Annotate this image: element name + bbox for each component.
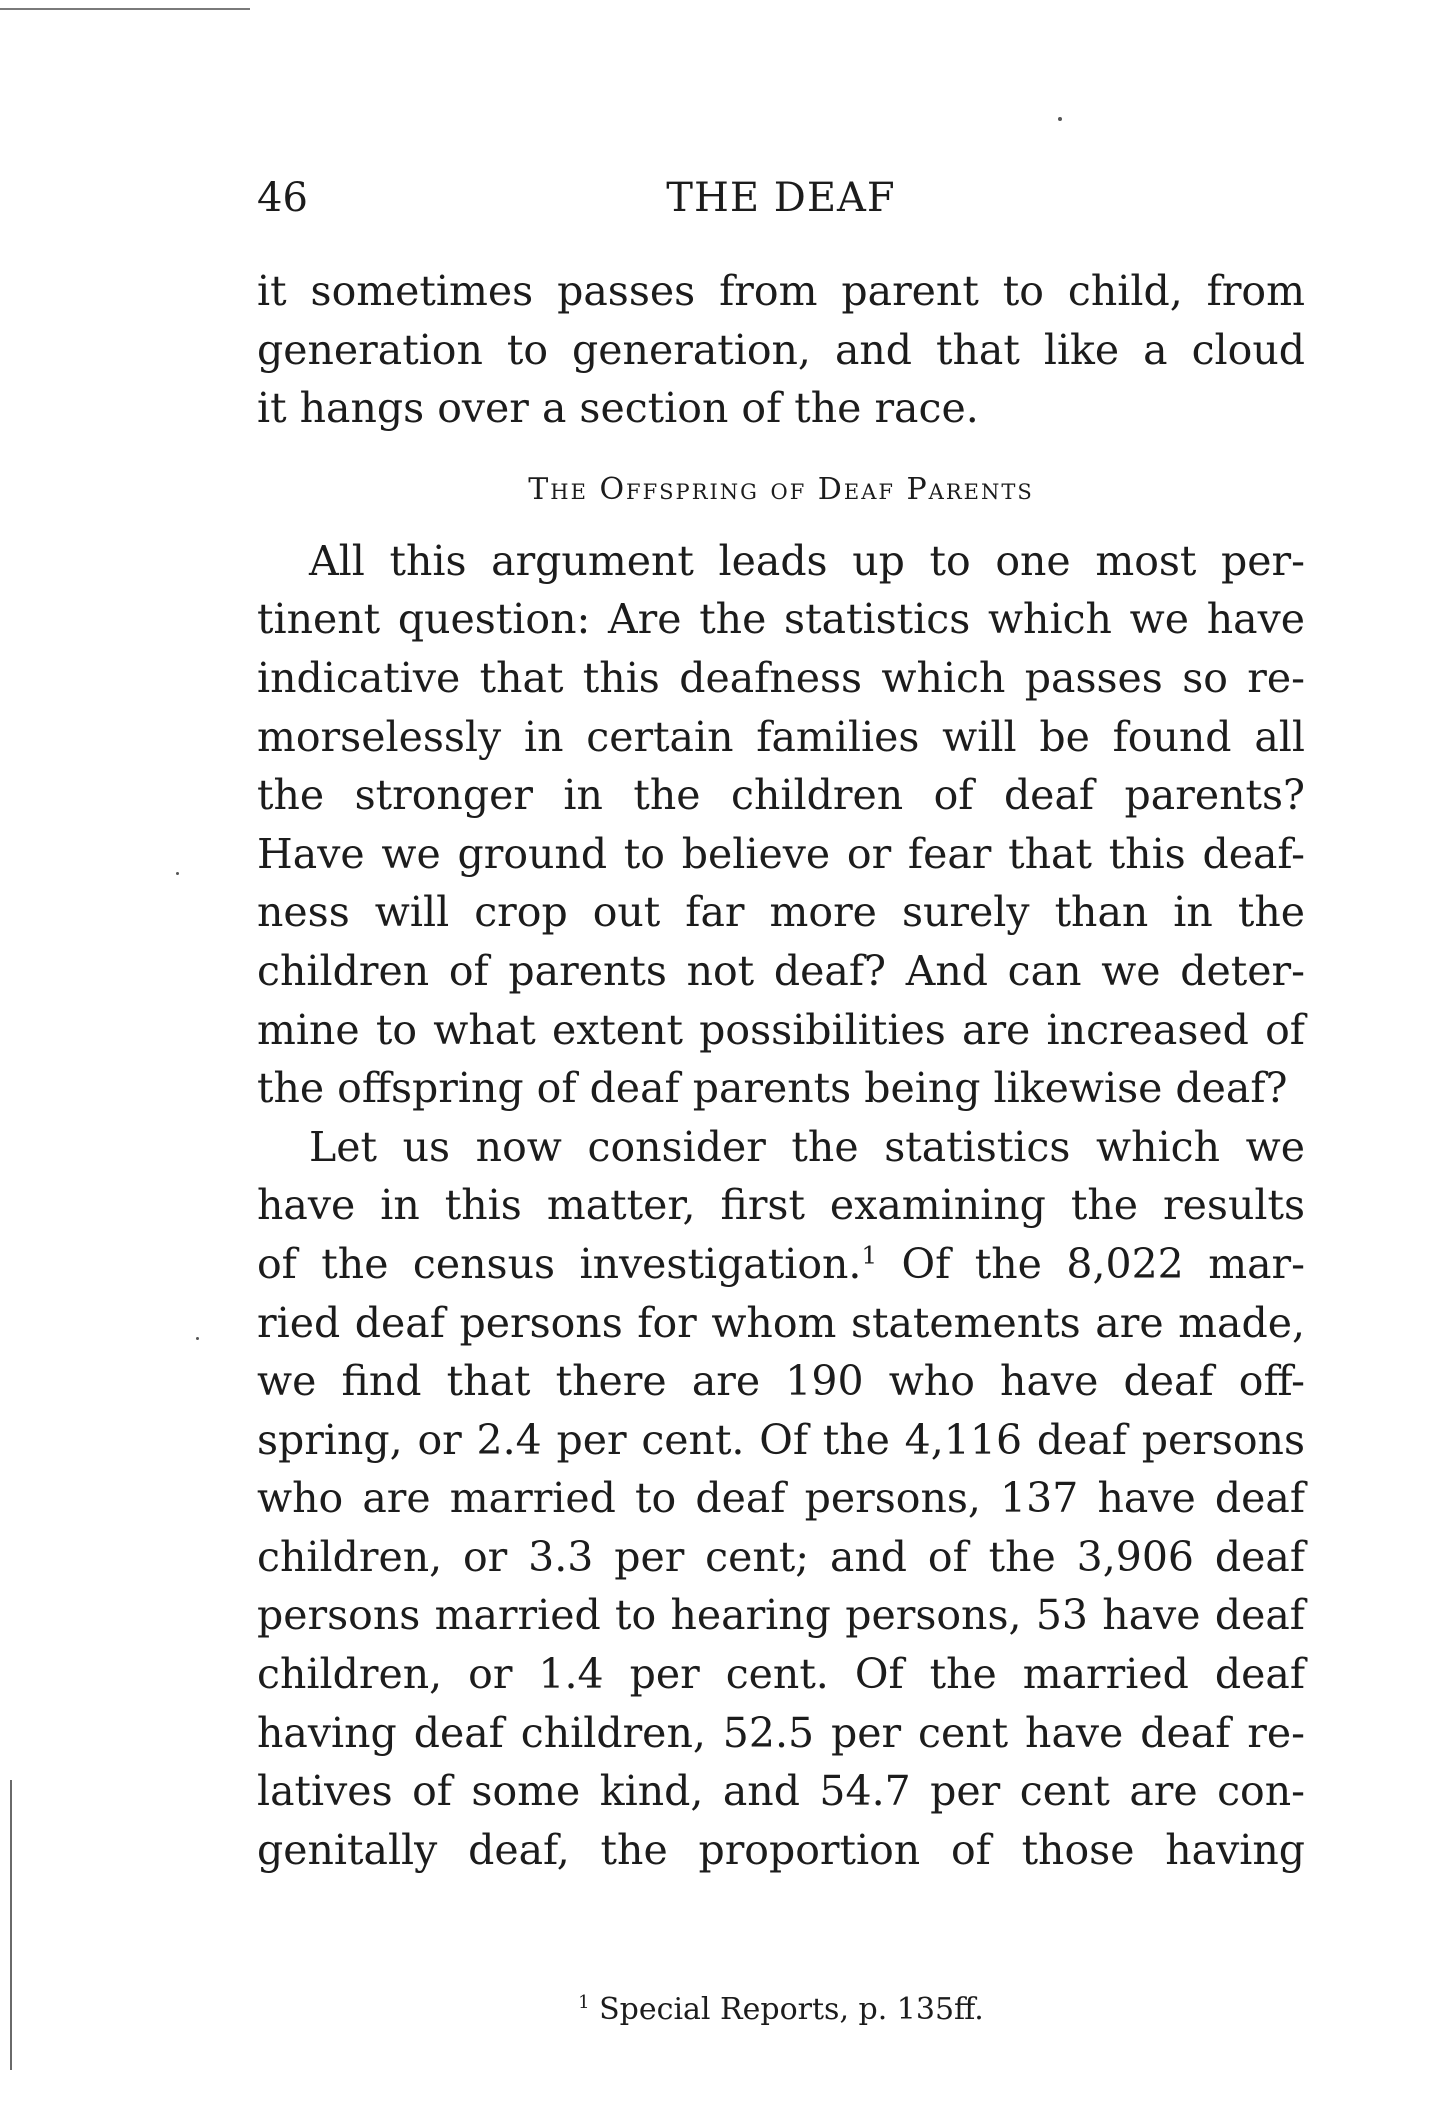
footnote-mark: 1 [578,1992,590,2013]
footnote [257,1990,1305,2030]
text-line: morselessly in certain families will be found all [257,712,1305,761]
page-header [257,170,1305,240]
scan-edge-line-left [10,1780,12,2070]
text-line: ness will crop out far more surely than in the [257,888,1305,937]
paragraph-question [257,532,1305,1118]
text-column [257,262,1305,1879]
text-line: have in this matter, first examining the results [257,1181,1305,1230]
text-line: it sometimes passes from parent to child, from [257,267,1305,315]
text-line: children, or 3.3 per cent; and of the 3,906 deaf [257,1532,1305,1581]
text-fragment: Of the 8,022 mar- [877,1239,1305,1288]
text-line: it hangs over a section of the race. [257,384,979,433]
text-line: ried deaf persons for whom statements are made, [257,1298,1305,1347]
text-line: Let us now consider the statistics which we [309,1122,1305,1171]
page-number: 46 [257,175,308,221]
scan-speck [196,1337,199,1340]
scan-speck [176,872,179,875]
text-line [257,1235,1305,1294]
text-line: All this argument leads up to one most per- [309,536,1305,585]
text-line: persons married to hearing persons, 53 have deaf [257,1591,1305,1640]
scan-edge-line-top [0,8,250,10]
text-line: children, or 1.4 per cent. Of the married deaf [257,1650,1305,1699]
text-line: mine to what extent possibilities are increased of [257,1005,1305,1054]
text-line: latives of some kind, and 54.7 per cent are con- [257,1767,1305,1816]
text-line: Have we ground to believe or fear that this deaf- [257,829,1305,878]
text-line: the offspring of deaf parents being likewise deaf? [257,1064,1288,1113]
text-line: the stronger in the children of deaf parents? [257,771,1305,820]
footnote-reference[interactable]: 1 [861,1240,878,1270]
paragraph-continued [257,262,1305,438]
text-line: generation to generation, and that like a cloud [257,325,1305,374]
text-line: children of parents not deaf? And can we deter- [257,946,1305,995]
section-heading: The Offspring of Deaf Parents [528,471,1034,507]
paragraph-census [257,1118,1305,1880]
text-line: we find that there are 190 who have deaf off- [257,1357,1305,1406]
text-line: having deaf children, 52.5 per cent have deaf re- [257,1708,1305,1757]
text-line: tinent question: Are the statistics which we have [257,595,1305,644]
running-head: THE DEAF [666,175,896,221]
text-fragment: of the census investigation. [257,1239,862,1288]
text-line: spring, or 2.4 per cent. Of the 4,116 deaf persons [257,1415,1305,1464]
text-line: genitally deaf, the proportion of those having [257,1825,1305,1874]
scan-speck [1058,117,1062,121]
text-line: indicative that this deafness which passes so re- [257,653,1305,702]
text-line: who are married to deaf persons, 137 have deaf [257,1474,1305,1523]
footnote-text: Special Reports, p. 135ff. [589,1992,984,2027]
